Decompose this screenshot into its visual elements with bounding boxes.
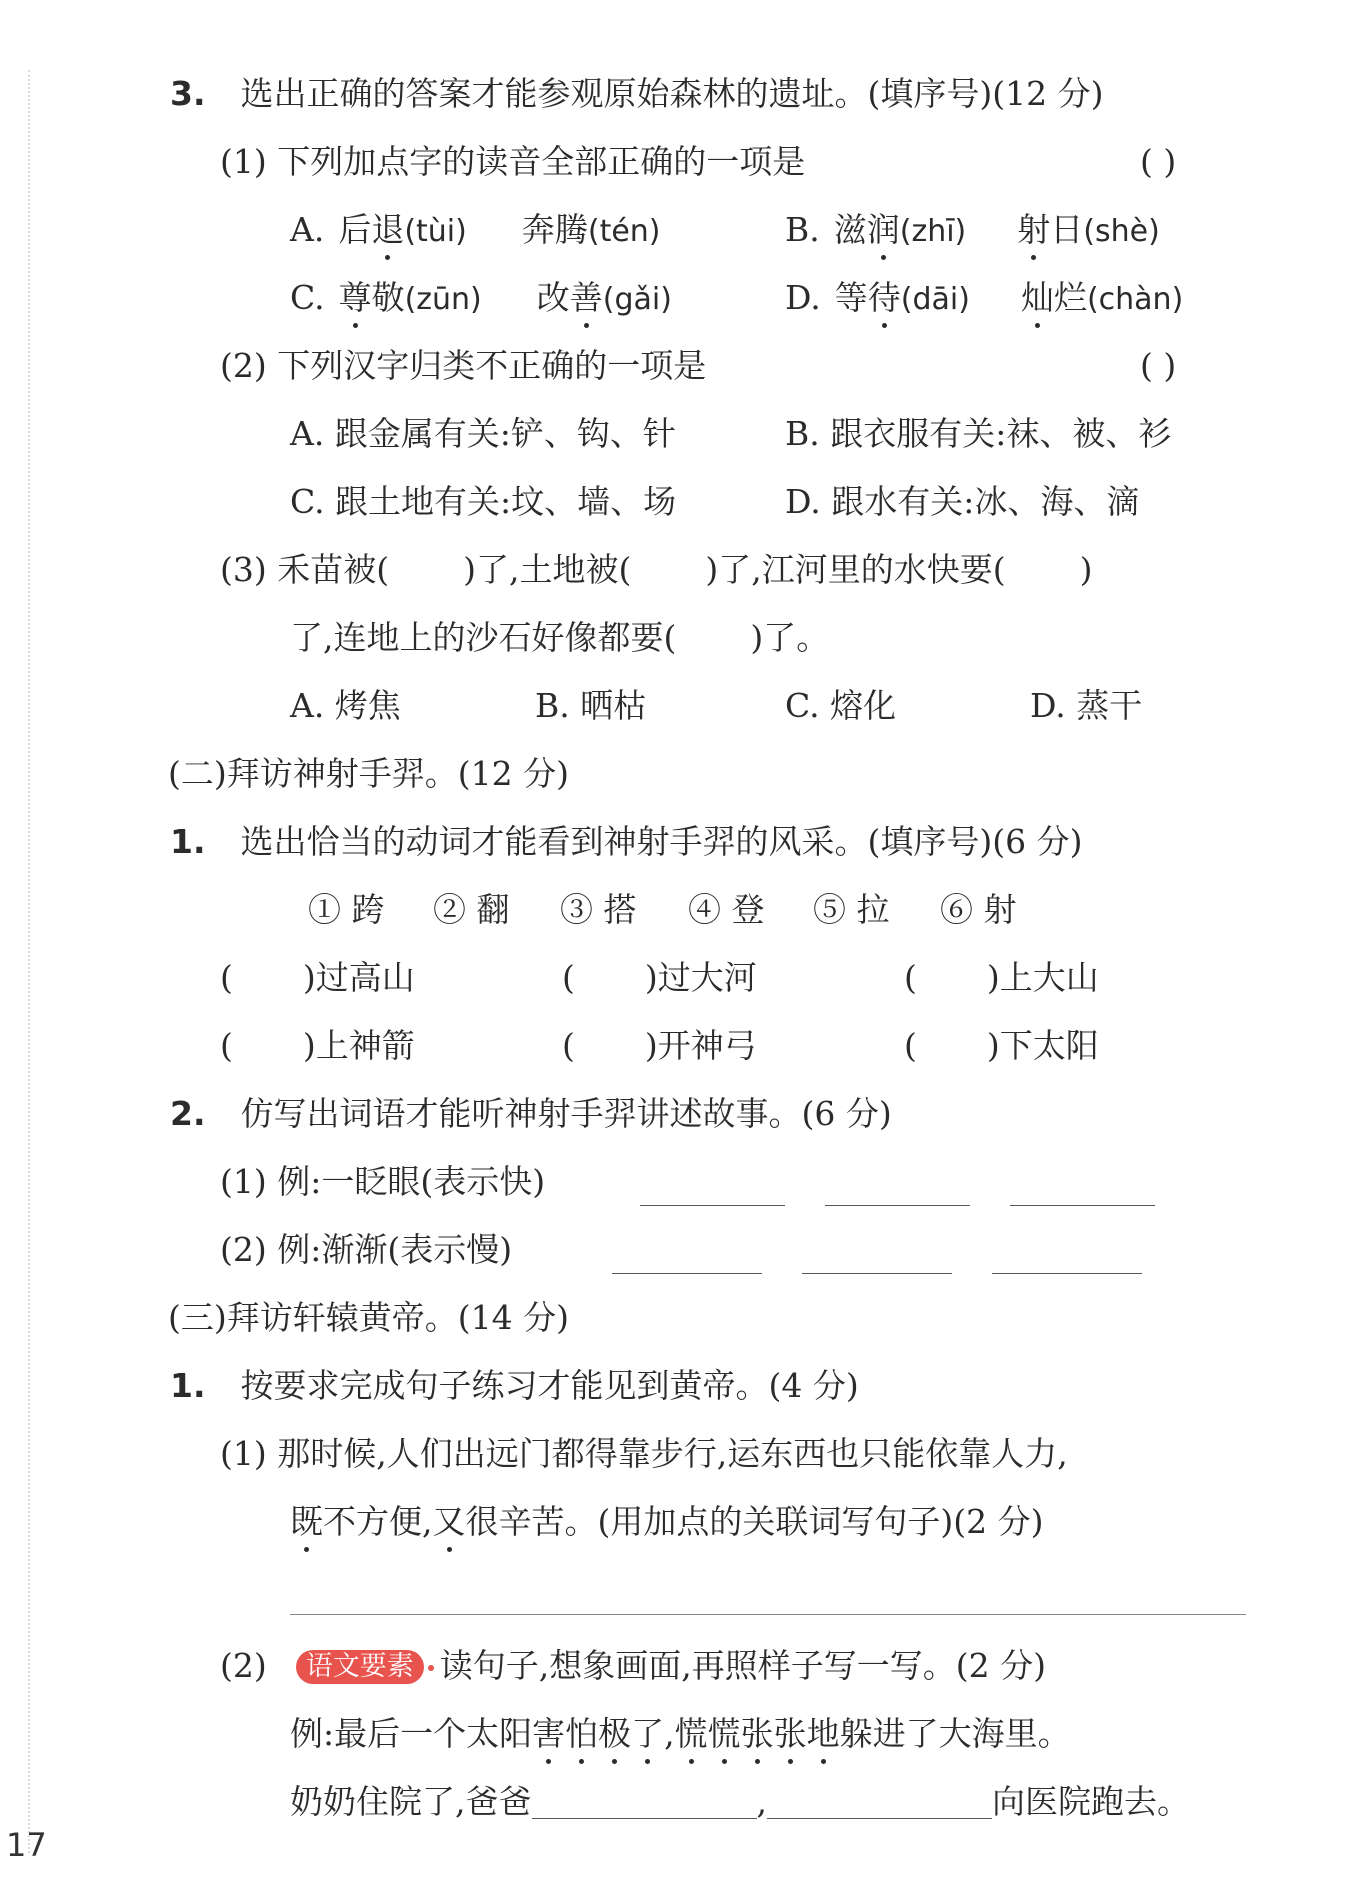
q3-sub2-answer-paren[interactable]: ( ) — [1140, 346, 1177, 385]
verb-blank-item[interactable]: ( )上神箭 — [220, 1026, 415, 1065]
answer-line[interactable] — [290, 1614, 1246, 1615]
q3-sub3-option-c: C. 熔化 — [785, 686, 897, 725]
verb-option: ③ 搭 — [560, 890, 637, 929]
section-2-title: (二)拜访神射手羿。(12 分) — [168, 754, 569, 793]
q3-sub2-option-a: A. 跟金属有关:铲、钩、针 — [290, 414, 676, 453]
q3-title: 选出正确的答案才能参观原始森林的遗址。(填序号)(12 分) — [240, 74, 1104, 113]
chinese-element-badge: 语文要素 — [296, 1650, 424, 1684]
q3-heading — [170, 74, 1103, 114]
answer-line[interactable] — [992, 1273, 1142, 1274]
verb-blank-item[interactable]: ( )过高山 — [220, 958, 415, 997]
sec2-q1-heading: 1. 选出恰当的动词才能看到神射手羿的风采。(填序号)(6 分) — [170, 822, 1083, 861]
answer-line[interactable] — [640, 1205, 785, 1206]
sec3-q1-sentence-1: (1) 那时候,人们出远门都得靠步行,运东西也只能依靠人力, — [220, 1434, 1068, 1473]
verb-blank-item[interactable]: ( )开神弓 — [562, 1026, 757, 1065]
sec2-q2-example-2: (2) 例:渐渐(表示慢) — [220, 1230, 513, 1269]
verb-option: ④ 登 — [688, 890, 765, 929]
sec2-q2-heading: 2. 仿写出词语才能听神射手羿讲述故事。(6 分) — [170, 1094, 892, 1133]
verb-option: ⑥ 射 — [940, 890, 1017, 929]
answer-line[interactable] — [767, 1788, 992, 1819]
answer-line[interactable] — [532, 1788, 757, 1819]
q3-sub3-option-b: B. 晒枯 — [535, 686, 647, 725]
q3-sub2-option-c: C. 跟土地有关:坟、墙、场 — [290, 482, 677, 521]
q3-sub1-option-a: A. 后退(tùi) 奔腾(tén) — [290, 210, 661, 249]
q3-sub1-option-b: B. 滋润(zhī) 射日(shè) — [785, 210, 1160, 249]
answer-line[interactable] — [1010, 1205, 1155, 1206]
verb-option: ② 翻 — [433, 890, 510, 929]
q3-sub2-label: (2) 下列汉字归类不正确的一项是 — [220, 346, 707, 385]
sec3-q1-heading: 1. 按要求完成句子练习才能见到黄帝。(4 分) — [170, 1366, 859, 1405]
sec3-q1-example: 例:最后一个太阳害怕极了,慌慌张张地躲进了大海里。 — [290, 1714, 1071, 1753]
q3-sub1-option-c: C. 尊敬(zūn) 改善(gǎi) — [290, 278, 672, 317]
verb-blank-item[interactable]: ( )过大河 — [562, 958, 757, 997]
badge-dot-icon — [428, 1665, 434, 1671]
margin-rule — [28, 70, 30, 1853]
verb-blank-item[interactable]: ( )上大山 — [904, 958, 1099, 997]
q3-sub2-option-b: B. 跟衣服有关:袜、被、衫 — [785, 414, 1172, 453]
q3-sub1-option-d: D. 等待(dāi) 灿烂(chàn) — [785, 278, 1184, 317]
sec2-q2-example-1: (1) 例:一眨眼(表示快) — [220, 1162, 546, 1201]
q3-sub3-line2: 了,连地上的沙石好像都要( )了。 — [290, 618, 830, 657]
q3-sub1-label: (1) 下列加点字的读音全部正确的一项是 — [220, 142, 806, 181]
q3-sub2-option-d: D. 跟水有关:冰、海、滴 — [785, 482, 1140, 521]
q3-sub1-answer-paren[interactable]: ( ) — [1140, 142, 1177, 181]
verb-blank-item[interactable]: ( )下太阳 — [904, 1026, 1099, 1065]
q3-number: 3. — [170, 74, 206, 113]
answer-line[interactable] — [825, 1205, 970, 1206]
answer-line[interactable] — [612, 1273, 762, 1274]
answer-line[interactable] — [802, 1273, 952, 1274]
verb-option: ① 跨 — [308, 890, 385, 929]
verb-option: ⑤ 拉 — [813, 890, 890, 929]
sec3-q1-sentence-1-cont: 既不方便,又很辛苦。(用加点的关联词写句子)(2 分) — [290, 1502, 1044, 1541]
sec3-q1-fill-sentence: 奶奶住院了,爸爸 , 向医院跑去。 — [290, 1782, 1190, 1821]
section-3-title: (三)拜访轩辕黄帝。(14 分) — [168, 1298, 569, 1337]
sec3-q1-sentence-2: (2) 语文要素 读句子,想象画面,再照样子写一写。(2 分) — [220, 1646, 1046, 1685]
q3-sub3-option-d: D. 蒸干 — [1030, 686, 1143, 725]
page-number: 17 — [6, 1826, 47, 1864]
q3-sub3-option-a: A. 烤焦 — [290, 686, 401, 725]
q3-sub3-line1: (3) 禾苗被( )了,土地被( )了,江河里的水快要( ) — [220, 550, 1093, 589]
